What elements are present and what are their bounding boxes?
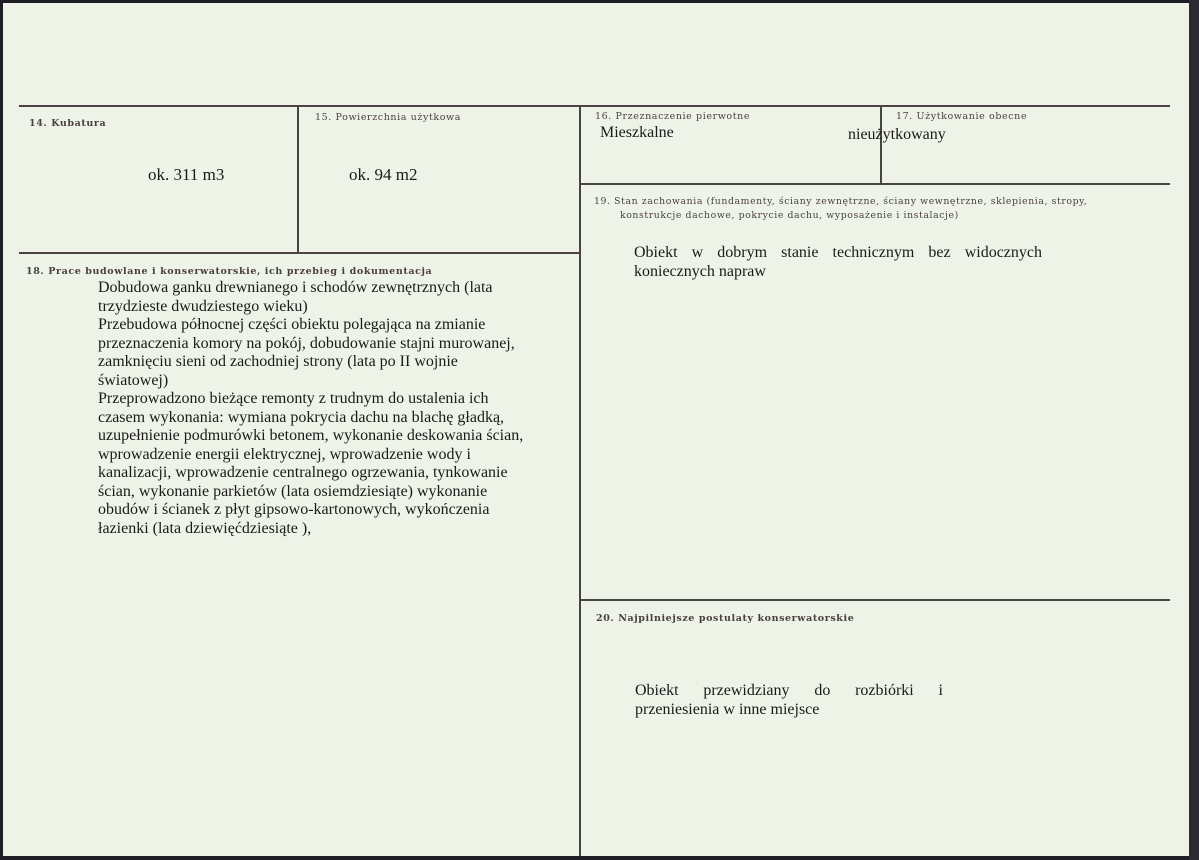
field-20-label: 20. Najpilniejsze postulaty konserwatorskie xyxy=(596,613,855,624)
field-20-text xyxy=(635,682,943,719)
field-16-label: 16. Przeznaczenie pierwotne xyxy=(595,111,751,122)
rule-divider-14-15 xyxy=(297,105,299,254)
field-18-line: ścian, wykonanie parkietów (lata osiemdziesiąte) wykonanie xyxy=(98,482,488,500)
field-18-line: łazienki (lata dziewięćdziesiąte ), xyxy=(98,519,312,537)
rule-top xyxy=(19,105,1170,107)
field-14-label: 14. Kubatura xyxy=(29,118,107,129)
field-20-line: przeniesienia w inne miejsce xyxy=(635,700,820,718)
field-18-line: czasem wykonania: wymiana pokrycia dachu na blachę gładką, xyxy=(98,408,505,426)
field-19-line: koniecznych napraw xyxy=(634,262,766,280)
field-18-line: uzupełnienie podmurówki betonem, wykonanie deskowania ścian, xyxy=(98,427,524,444)
field-15-label: 15. Powierzchnia użytkowa xyxy=(315,112,462,123)
field-18-text xyxy=(98,279,523,538)
field-18-line: przeznaczenia komory na pokój, dobudowanie stajni murowanej, xyxy=(98,334,515,352)
field-17-value: nieużytkowany xyxy=(848,126,946,143)
field-18-line: Dobudowa ganku drewnianego i schodów zewnętrznych (lata xyxy=(98,279,493,296)
form-sheet xyxy=(3,3,1189,856)
field-17-label: 17. Użytkowanie obecne xyxy=(896,111,1028,122)
rule-above-20 xyxy=(579,599,1170,601)
rule-divider-16-17 xyxy=(880,105,882,185)
field-19-line: Obiekt w dobrym stanie technicznym bez widocznych xyxy=(634,244,1042,261)
field-15-value: ok. 94 m2 xyxy=(349,165,418,184)
field-18-line: zamknięciu sieni od zachodniej strony (lata po II wojnie xyxy=(98,353,458,370)
field-18-line: kanalizacji, wprowadzenie centralnego ogrzewania, tynkowanie xyxy=(98,464,508,481)
field-18-line: trzydzieste dwudziestego wieku) xyxy=(98,297,308,315)
field-14-value: ok. 311 m3 xyxy=(148,165,225,184)
field-18-line: światowej) xyxy=(98,371,169,389)
field-20-line: Obiekt przewidziany do rozbiórki i xyxy=(635,682,943,699)
field-18-line: Przebudowa północnej części obiektu polegająca na zmianie xyxy=(98,316,486,333)
field-18-line: wprowadzenie energii elektrycznej, wprowadzenie wody i xyxy=(98,445,471,463)
rule-below-16-17 xyxy=(579,183,1170,185)
field-19-label-line2: konstrukcje dachowe, pokrycie dachu, wyposażenie i instalacje) xyxy=(620,210,959,221)
field-18-label: 18. Prace budowlane i konserwatorskie, ich przebieg i dokumentacja xyxy=(26,266,433,277)
field-19-text xyxy=(634,244,1042,281)
field-19-label-line1: 19. Stan zachowania (fundamenty, ściany zewnętrzne, ściany wewnętrzne, sklepienia, stropy, xyxy=(594,196,1088,207)
scan-border-right xyxy=(1189,0,1199,860)
field-16-value: Mieszkalne xyxy=(600,124,674,141)
rule-below-14-15 xyxy=(19,252,581,254)
field-18-line: Przeprowadzono bieżące remonty z trudnym do ustalenia ich xyxy=(98,390,489,407)
rule-divider-center xyxy=(579,105,581,856)
field-18-line: obudów i ścianek z płyt gipsowo-kartonowych, wykończenia xyxy=(98,501,490,518)
